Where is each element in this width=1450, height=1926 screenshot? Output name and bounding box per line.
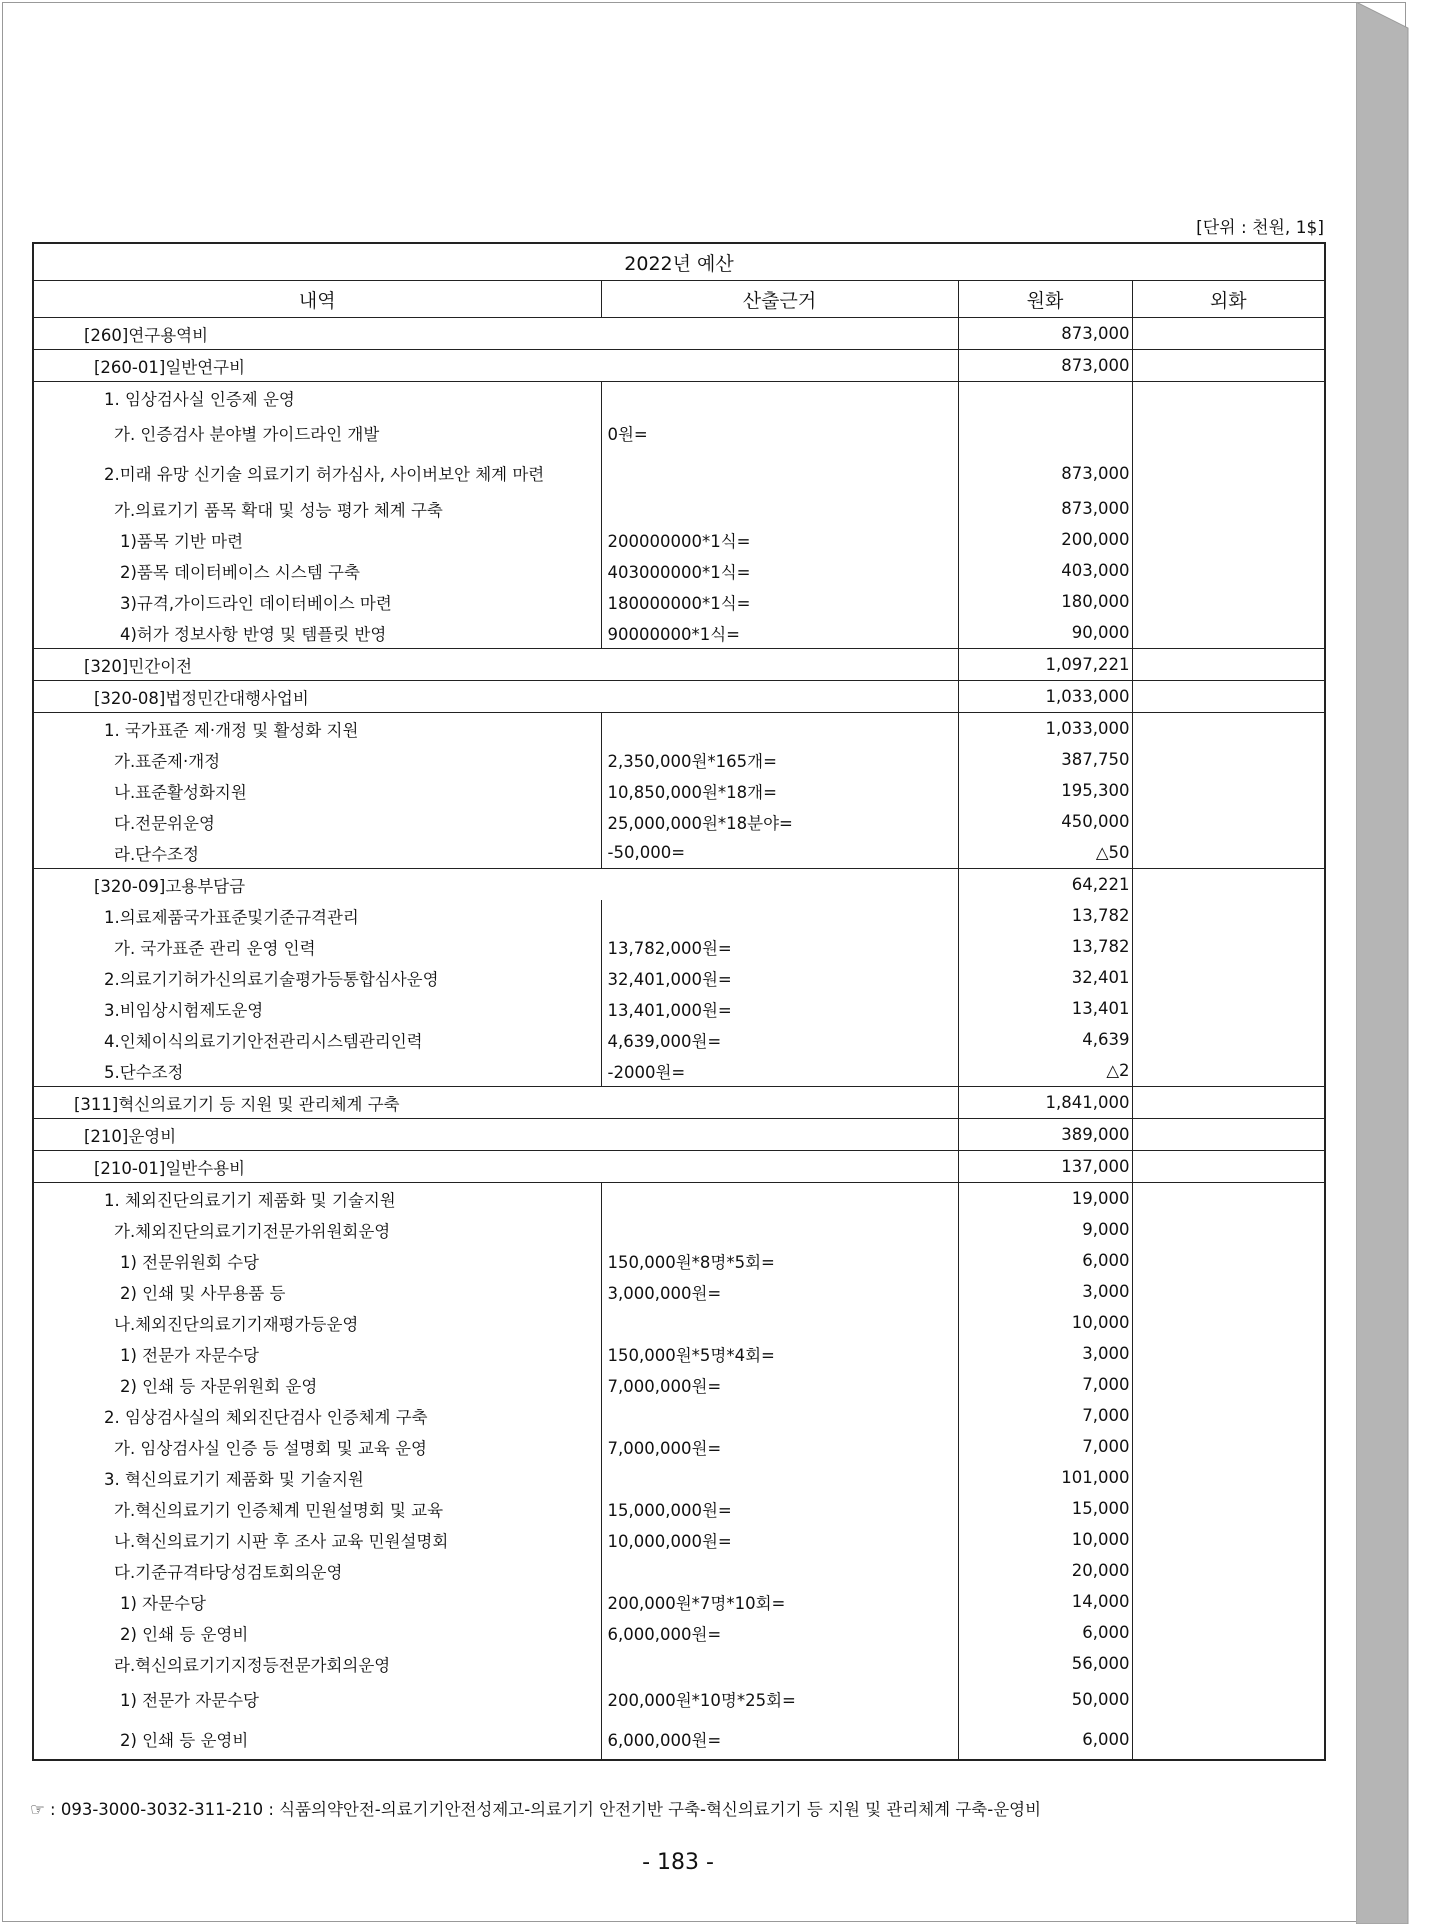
cell-item: 다.전문위운영 [114, 813, 215, 833]
cell-basis: 15,000,000원= [601, 1493, 958, 1524]
cell-won: 873,000 [958, 453, 1132, 493]
cell-basis: 6,000,000원= [601, 1617, 958, 1648]
table-row [33, 1369, 1325, 1400]
cell-basis: 7,000,000원= [601, 1431, 958, 1462]
cell-basis: 403000000*1식= [601, 555, 958, 586]
cell-item: [320]민간이전 [33, 649, 958, 681]
table-row [33, 350, 1325, 382]
cell-foreign [1132, 382, 1325, 414]
table-row [33, 1431, 1325, 1462]
cell-item: 1) 전문위원회 수당 [120, 1252, 259, 1272]
cell-foreign [1132, 453, 1325, 493]
cell-foreign [1132, 1151, 1325, 1183]
table-row [33, 493, 1325, 524]
cell-foreign [1132, 1183, 1325, 1215]
table-row [33, 1493, 1325, 1524]
page-number: - 183 - [642, 1850, 714, 1875]
cell-won: 3,000 [958, 1338, 1132, 1369]
cell-item: [260]연구용역비 [84, 325, 209, 345]
table-row [33, 713, 1325, 745]
cell-item: 1. 체외진단의료기기 제품화 및 기술지원 [33, 1183, 601, 1215]
table-row [33, 962, 1325, 993]
cell-foreign [1132, 1369, 1325, 1400]
cell-won: 180,000 [958, 586, 1132, 617]
cell-won: 6,000 [958, 1719, 1132, 1760]
cell-item: 1. 임상검사실 인증제 운영 [33, 382, 601, 414]
cell-foreign [1132, 993, 1325, 1024]
cell-foreign [1132, 1555, 1325, 1586]
table-row [33, 775, 1325, 806]
table-row [33, 586, 1325, 617]
cell-won: 7,000 [958, 1431, 1132, 1462]
cell-basis [601, 713, 958, 745]
table-row [33, 649, 1325, 681]
cell-foreign [1132, 1431, 1325, 1462]
cell-item: 2. 임상검사실의 체외진단검사 인증체계 구축 [104, 1407, 428, 1427]
cell-won: 14,000 [958, 1586, 1132, 1617]
cell-basis [601, 1183, 958, 1215]
header-item: 내역 [33, 281, 601, 318]
cell-foreign [1132, 1087, 1325, 1119]
table-row [33, 1555, 1325, 1586]
cell-foreign [1132, 869, 1325, 901]
cell-item: [320-09]고용부담금 [33, 869, 958, 901]
cell-basis: 13,782,000원= [601, 931, 958, 962]
cell-item: 2) 인쇄 및 사무용품 등 [120, 1283, 286, 1303]
table-row [33, 681, 1325, 713]
cell-won: 10,000 [958, 1307, 1132, 1338]
cell-foreign [1132, 681, 1325, 713]
cell-item: 2.의료기기허가신의료기술평가등통합심사운영 [104, 969, 439, 989]
table-row [33, 524, 1325, 555]
cell-basis: 10,000,000원= [601, 1524, 958, 1555]
cell-foreign [1132, 617, 1325, 649]
cell-basis: 10,850,000원*18개= [601, 775, 958, 806]
cell-foreign [1132, 649, 1325, 681]
cell-won: 56,000 [958, 1648, 1132, 1679]
cell-item: [210]운영비 [33, 1119, 958, 1151]
cell-foreign [1132, 775, 1325, 806]
cell-won: △50 [958, 837, 1132, 869]
cell-item: 3. 혁신의료기기 제품화 및 기술지원 [104, 1469, 364, 1489]
cell-item: [311]혁신의료기기 등 지원 및 관리체계 구축 [33, 1087, 958, 1119]
cell-basis [601, 1214, 958, 1245]
cell-won: 387,750 [958, 744, 1132, 775]
cell-basis [601, 1400, 958, 1431]
cell-item: 라.혁신의료기기지정등전문가회의운영 [114, 1655, 391, 1675]
cell-foreign [1132, 1524, 1325, 1555]
cell-foreign [1132, 900, 1325, 931]
cell-foreign [1132, 350, 1325, 382]
table-row [33, 744, 1325, 775]
cell-won: 873,000 [958, 493, 1132, 524]
cell-basis [601, 493, 958, 524]
cell-won: 6,000 [958, 1245, 1132, 1276]
cell-won: 13,782 [958, 931, 1132, 962]
cell-won: 7,000 [958, 1400, 1132, 1431]
cell-basis [601, 900, 958, 931]
table-row [33, 413, 1325, 453]
table-row [33, 453, 1325, 493]
table-row [33, 617, 1325, 649]
cell-foreign [1132, 1586, 1325, 1617]
cell-item: 가.표준제·개정 [114, 751, 221, 771]
cell-foreign [1132, 1214, 1325, 1245]
cell-item: 나.혁신의료기기 시판 후 조사 교육 민원설명회 [114, 1531, 449, 1551]
table-row [33, 869, 1325, 901]
cell-foreign [1132, 1400, 1325, 1431]
cell-won: 873,000 [958, 318, 1132, 350]
table-row [33, 1276, 1325, 1307]
cell-won: 200,000 [958, 524, 1132, 555]
cell-basis: 2,350,000원*165개= [601, 744, 958, 775]
cell-foreign [1132, 1462, 1325, 1493]
cell-won: 1,841,000 [958, 1087, 1132, 1119]
unit-note: [단위 : 천원, 1$] [1196, 218, 1324, 238]
table-row [33, 1245, 1325, 1276]
table-row [33, 993, 1325, 1024]
cell-won: 3,000 [958, 1276, 1132, 1307]
cell-won: 403,000 [958, 555, 1132, 586]
cell-item: 1.의료제품국가표준및기준규격관리 [104, 907, 359, 927]
cell-basis: 200,000원*7명*10회= [601, 1586, 958, 1617]
cell-basis [601, 382, 958, 414]
cell-basis [601, 1555, 958, 1586]
cell-item: 가.체외진단의료기기전문가위원회운영 [114, 1221, 391, 1241]
table-row [33, 1586, 1325, 1617]
table-row [33, 1719, 1325, 1760]
table-title: 2022년 예산 [33, 243, 1325, 281]
header-foreign: 외화 [1132, 281, 1325, 318]
cell-item: [210-01]일반수용비 [33, 1151, 958, 1183]
header-won: 원화 [958, 281, 1132, 318]
cell-foreign [1132, 1024, 1325, 1055]
cell-item: 1) 자문수당 [120, 1593, 206, 1613]
cell-won: 195,300 [958, 775, 1132, 806]
cell-basis: 4,639,000원= [601, 1024, 958, 1055]
table-row [33, 1183, 1325, 1215]
cell-item: 5.단수조정 [104, 1062, 184, 1082]
cell-won: 9,000 [958, 1214, 1132, 1245]
cell-won: 137,000 [958, 1151, 1132, 1183]
cell-item: 2) 인쇄 등 운영비 [120, 1731, 249, 1750]
cell-won: 50,000 [958, 1679, 1132, 1719]
cell-item: 1. 국가표준 제·개정 및 활성화 지원 [33, 713, 601, 745]
cell-foreign [1132, 413, 1325, 453]
cell-won: 19,000 [958, 1183, 1132, 1215]
cell-foreign [1132, 931, 1325, 962]
cell-foreign [1132, 586, 1325, 617]
cell-foreign [1132, 1245, 1325, 1276]
table-row [33, 900, 1325, 931]
cell-basis [601, 1648, 958, 1679]
table-row [33, 1214, 1325, 1245]
cell-won: 6,000 [958, 1617, 1132, 1648]
cell-won: 10,000 [958, 1524, 1132, 1555]
cell-won: 4,639 [958, 1024, 1132, 1055]
cell-foreign [1132, 318, 1325, 350]
cell-basis [601, 1462, 958, 1493]
table-row [33, 1648, 1325, 1679]
cell-foreign [1132, 1338, 1325, 1369]
cell-basis [601, 453, 958, 493]
cell-won: 1,033,000 [958, 681, 1132, 713]
cell-basis: 150,000원*8명*5회= [601, 1245, 958, 1276]
cell-basis: 200,000원*10명*25회= [601, 1679, 958, 1719]
cell-won: 389,000 [958, 1119, 1132, 1151]
table-row [33, 1307, 1325, 1338]
cell-won [958, 382, 1132, 414]
table-row [33, 382, 1325, 414]
cell-won: 32,401 [958, 962, 1132, 993]
footnote: ☞ : 093-3000-3032-311-210 : 식품의약안전-의료기기안전성제고-의료기기 안전기반 구축-혁신의료기기 등 지원 및 관리체계 구축-운영비 [30, 1800, 1042, 1819]
cell-item: 2.미래 유망 신기술 의료기기 허가심사, 사이버보안 체계 마련 [104, 465, 545, 484]
cell-foreign [1132, 555, 1325, 586]
cell-basis: 180000000*1식= [601, 586, 958, 617]
cell-won: 13,782 [958, 900, 1132, 931]
cell-foreign [1132, 1617, 1325, 1648]
cell-won: 1,097,221 [958, 649, 1132, 681]
table-row [33, 555, 1325, 586]
table-row [33, 1151, 1325, 1183]
table-row [33, 931, 1325, 962]
cell-basis: -2000원= [601, 1055, 958, 1087]
cell-item: 가. 국가표준 관리 운영 인력 [114, 938, 316, 958]
cell-item: 1) 전문가 자문수당 [120, 1691, 259, 1710]
cell-foreign [1132, 1055, 1325, 1087]
table-row [33, 1400, 1325, 1431]
cell-item: 나.표준활성화지원 [114, 782, 247, 802]
table-row [33, 1024, 1325, 1055]
table-row [33, 318, 1325, 350]
table-row [33, 1617, 1325, 1648]
table-row [33, 1338, 1325, 1369]
cell-won [958, 413, 1132, 453]
cell-won: 450,000 [958, 806, 1132, 837]
cell-item: 가. 임상검사실 인증 등 설명회 및 교육 운영 [114, 1438, 427, 1458]
cell-item: 나.체외진단의료기기재평가등운영 [114, 1314, 359, 1334]
table-row [33, 1462, 1325, 1493]
cell-won: 13,401 [958, 993, 1132, 1024]
cell-basis: 0원= [601, 413, 958, 453]
table-row [33, 1119, 1325, 1151]
cell-foreign [1132, 1307, 1325, 1338]
cell-foreign [1132, 744, 1325, 775]
cell-foreign [1132, 1493, 1325, 1524]
cell-won: 7,000 [958, 1369, 1132, 1400]
cell-item: 라.단수조정 [114, 844, 199, 864]
cell-basis: 25,000,000원*18분야= [601, 806, 958, 837]
cell-basis: 150,000원*5명*4회= [601, 1338, 958, 1369]
cell-basis: 32,401,000원= [601, 962, 958, 993]
cell-item: 1)품목 기반 마련 [120, 531, 244, 551]
table-row [33, 1055, 1325, 1087]
cell-basis: 13,401,000원= [601, 993, 958, 1024]
table-row [33, 1524, 1325, 1555]
cell-foreign [1132, 1119, 1325, 1151]
cell-won: 64,221 [958, 869, 1132, 901]
cell-won: 1,033,000 [958, 713, 1132, 745]
cell-item: [260-01]일반연구비 [33, 350, 958, 382]
cell-basis [601, 1307, 958, 1338]
budget-table [32, 242, 1326, 1761]
cell-item: 가.혁신의료기기 인증체계 민원설명회 및 교육 [114, 1500, 444, 1520]
cell-foreign [1132, 962, 1325, 993]
page-edge-shadow [1356, 2, 1448, 1924]
cell-foreign [1132, 1648, 1325, 1679]
cell-item: 4)허가 정보사항 반영 및 템플릿 반영 [120, 624, 387, 644]
cell-basis: 7,000,000원= [601, 1369, 958, 1400]
cell-won: 101,000 [958, 1462, 1132, 1493]
cell-item: 3)규격,가이드라인 데이터베이스 마련 [120, 593, 392, 613]
cell-won: △2 [958, 1055, 1132, 1087]
cell-foreign [1132, 524, 1325, 555]
cell-foreign [1132, 837, 1325, 869]
cell-foreign [1132, 713, 1325, 745]
cell-item: 2)품목 데이터베이스 시스템 구축 [120, 562, 360, 582]
cell-foreign [1132, 1719, 1325, 1760]
table-row [33, 806, 1325, 837]
cell-basis: 90000000*1식= [601, 617, 958, 649]
cell-item: [320-08]법정민간대행사업비 [33, 681, 958, 713]
cell-item: 4.인체이식의료기기안전관리시스템관리인력 [104, 1031, 423, 1051]
cell-foreign [1132, 806, 1325, 837]
header-basis: 산출근거 [601, 281, 958, 318]
cell-won: 15,000 [958, 1493, 1132, 1524]
cell-basis: 3,000,000원= [601, 1276, 958, 1307]
cell-item: 2) 인쇄 등 운영비 [120, 1624, 249, 1644]
cell-won: 20,000 [958, 1555, 1132, 1586]
cell-foreign [1132, 493, 1325, 524]
table-row [33, 1679, 1325, 1719]
table-row [33, 1087, 1325, 1119]
cell-won: 873,000 [958, 350, 1132, 382]
cell-item: 2) 인쇄 등 자문위원회 운영 [120, 1376, 318, 1396]
cell-foreign [1132, 1276, 1325, 1307]
cell-item: 1) 전문가 자문수당 [120, 1345, 259, 1365]
cell-foreign [1132, 1679, 1325, 1719]
cell-basis: 6,000,000원= [601, 1719, 958, 1760]
cell-item: 가. 인증검사 분야별 가이드라인 개발 [114, 425, 380, 444]
table-row [33, 837, 1325, 869]
cell-basis: -50,000= [601, 837, 958, 869]
cell-item: 3.비임상시험제도운영 [104, 1000, 264, 1020]
cell-item: 가.의료기기 품목 확대 및 성능 평가 체계 구축 [114, 500, 443, 520]
cell-basis: 200000000*1식= [601, 524, 958, 555]
cell-item: 다.기준규격타당성검토회의운영 [114, 1562, 343, 1582]
cell-won: 90,000 [958, 617, 1132, 649]
